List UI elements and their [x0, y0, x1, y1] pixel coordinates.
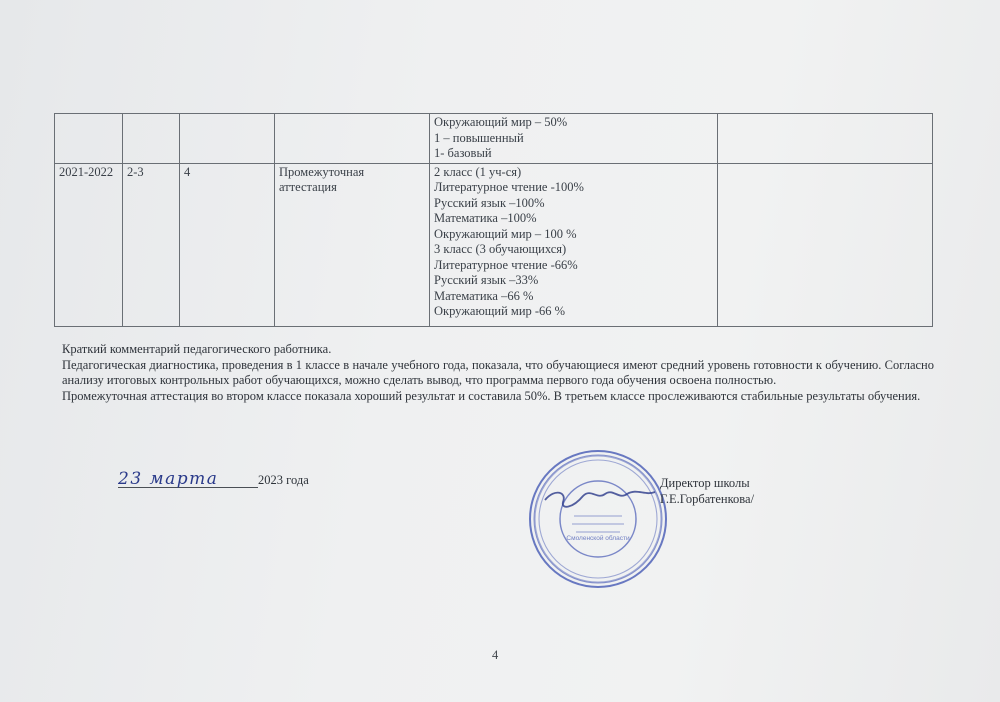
students-cell: 4 [180, 163, 275, 326]
school-stamp-icon [527, 448, 669, 590]
notes-cell [718, 163, 933, 326]
director-title: Директор школы [660, 476, 750, 490]
result-line: 2 класс (1 уч-ся) [434, 164, 522, 179]
results-table [54, 113, 933, 327]
result-line: 1 – повышенный [434, 130, 524, 145]
results-cell [430, 163, 718, 326]
result-line: Русский язык –100% [434, 195, 545, 210]
director-block [660, 476, 754, 507]
director-name: Г.Е.Горбатенкова/ [660, 491, 755, 506]
notes-cell [718, 114, 933, 164]
handwritten-date: 23 марта [118, 471, 258, 488]
result-line: Математика –100% [434, 211, 537, 225]
result-line: Литературное чтение -100% [434, 180, 584, 194]
result-line: Русский язык –33% [434, 273, 539, 287]
result-line: Окружающий мир – 50% [434, 115, 568, 129]
year-cell [55, 114, 123, 164]
result-line: Математика –66 % [434, 288, 534, 303]
date-year: 2023 года [258, 473, 309, 487]
result-line: Литературное чтение -66% [434, 257, 578, 272]
comments-paragraph: Педагогическая диагностика, проведения в 1 классе в начале учебного года, показала, что обучающиеся имеют средний уровень готовности к обучению. Согласно анализу итоговых контрольных работ обучающихся, можно сделать вывод, что программа первого года обучения освоена полностью. [62, 357, 934, 388]
result-line: Окружающий мир – 100 % [434, 226, 577, 241]
table-row [55, 163, 933, 326]
results-cell [430, 114, 718, 164]
page-number: 4 [492, 648, 499, 662]
result-line: 1- базовый [434, 146, 492, 160]
classes-cell: 2-3 [123, 163, 180, 326]
result-line: Окружающий мир -66 % [434, 304, 566, 318]
comments-paragraph: Промежуточная аттестация во втором классе показала хороший результат и составила 50%. В третьем классе прослеживаются стабильные результаты обучения. [62, 388, 921, 403]
students-cell [180, 114, 275, 164]
stamp-text: Смоленской области [566, 535, 630, 542]
classes-cell [123, 114, 180, 164]
table-row [55, 114, 933, 164]
teacher-comments [62, 342, 934, 404]
comments-heading: Краткий комментарий педагогического работника. [62, 342, 332, 356]
type-cell [275, 114, 430, 164]
signature-date [118, 471, 309, 488]
type-cell: Промежуточная аттестация [275, 163, 430, 326]
year-cell: 2021-2022 [55, 163, 123, 326]
result-line: 3 класс (3 обучающихся) [434, 242, 567, 256]
